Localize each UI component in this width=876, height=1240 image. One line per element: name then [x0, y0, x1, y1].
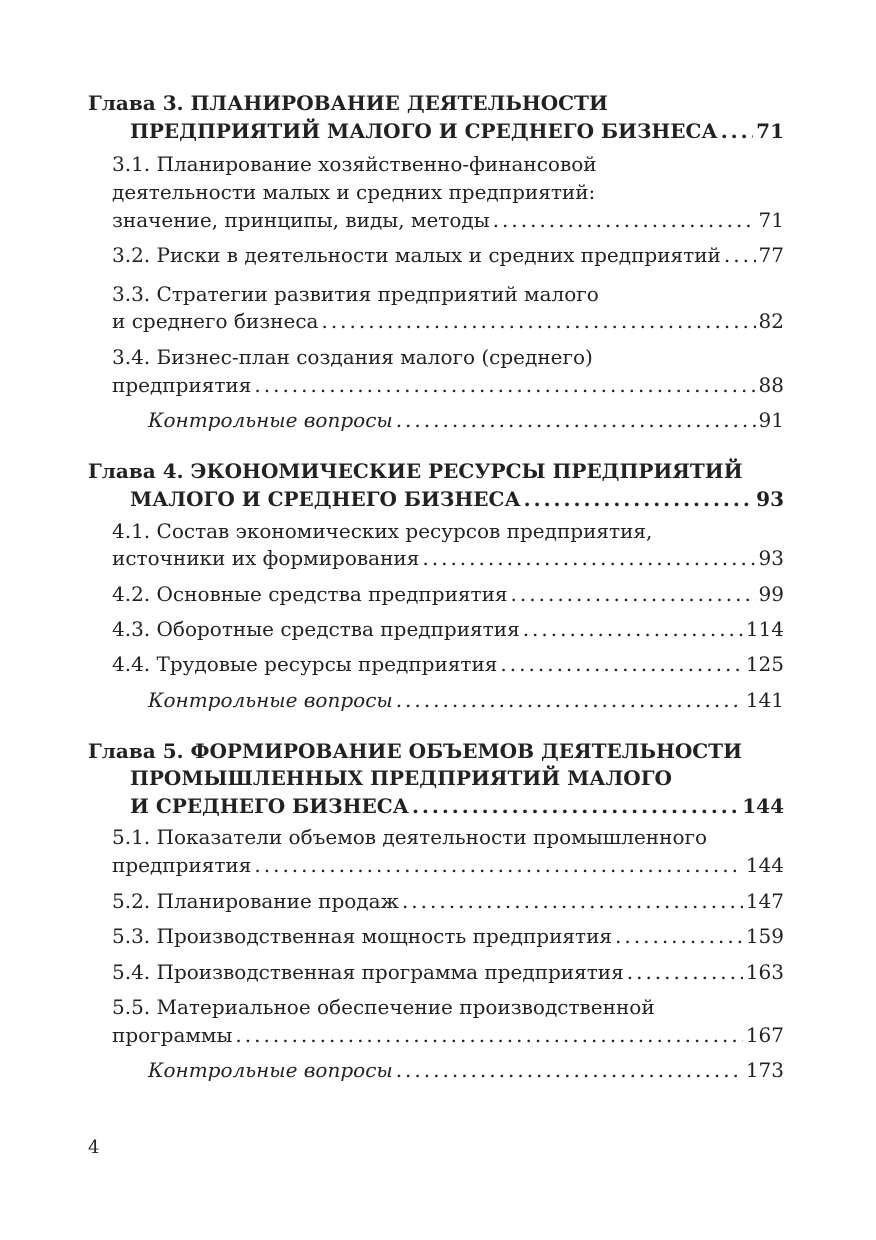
dot-leader: [511, 582, 756, 606]
dot-leader: [412, 794, 739, 818]
chapter-5-heading-line-2: ПРОМЫШЛЕННЫХ ПРЕДПРИЯТИЙ МАЛОГО: [130, 766, 672, 790]
section-5-5-line-1: 5.5. Материальное обеспечение производственной: [112, 995, 655, 1019]
dot-leader: [721, 119, 753, 143]
section-4-3-title: 4.3. Оборотные средства предприятия: [112, 617, 520, 641]
chapter-4-questions-label: Контрольные вопросы: [148, 688, 393, 712]
section-3-4-entry[interactable]: [112, 373, 784, 397]
section-4-4-entry[interactable]: [112, 652, 784, 676]
chapter-3-questions-label: Контрольные вопросы: [148, 408, 393, 432]
chapter-4-page: 93: [756, 487, 784, 511]
chapter-3-heading: Глава 3. ПЛАНИРОВАНИЕ ДЕЯТЕЛЬНОСТИ: [88, 91, 608, 115]
chapter-5-title: И СРЕДНЕГО БИЗНЕСА: [130, 794, 409, 818]
section-3-4-title: предприятия: [112, 373, 252, 397]
chapter-5-questions-label: Контрольные вопросы: [148, 1058, 393, 1082]
dot-leader: [396, 688, 743, 712]
section-5-2-entry[interactable]: [112, 889, 784, 913]
section-5-5-page: 167: [745, 1023, 784, 1047]
section-4-1-title: источники их формирования: [112, 546, 420, 570]
dot-leader: [422, 546, 755, 570]
dot-leader: [627, 960, 743, 984]
dot-leader: [402, 889, 743, 913]
dot-leader: [235, 1023, 742, 1047]
section-4-2-title: 4.2. Основные средства предприятия: [112, 582, 508, 606]
section-3-2-page: 77: [758, 243, 784, 267]
section-3-1-page: 71: [758, 208, 784, 232]
chapter-3-questions-page: 91: [758, 408, 784, 432]
section-3-4-page: 88: [758, 373, 784, 397]
dot-leader: [500, 652, 742, 676]
chapter-4-title: МАЛОГО И СРЕДНЕГО БИЗНЕСА: [130, 487, 521, 511]
section-4-3-entry[interactable]: [112, 617, 784, 641]
page-number: 4: [88, 1137, 100, 1158]
section-4-4-page: 125: [745, 652, 784, 676]
section-4-1-entry[interactable]: [112, 546, 784, 570]
dot-leader: [523, 617, 743, 641]
chapter-5-questions-page: 173: [745, 1058, 784, 1082]
section-5-1-entry[interactable]: [112, 853, 784, 877]
chapter-5-title-entry[interactable]: [130, 794, 784, 818]
section-4-1-line-1: 4.1. Состав экономических ресурсов предприятия,: [112, 519, 653, 543]
dot-leader: [254, 373, 755, 397]
section-3-3-line-1: 3.3. Стратегии развития предприятий малого: [112, 282, 599, 306]
section-5-5-title: программы: [112, 1023, 233, 1047]
section-4-1-page: 93: [758, 546, 784, 570]
section-3-1-line-1: 3.1. Планирование хозяйственно-финансовой: [112, 152, 597, 176]
section-3-1-title: значение, принципы, виды, методы: [112, 208, 490, 232]
chapter-4-questions-entry[interactable]: [148, 688, 784, 712]
chapter-3-title-entry[interactable]: [130, 119, 784, 143]
section-3-2-entry[interactable]: [112, 243, 784, 267]
chapter-5-questions-entry[interactable]: [148, 1058, 784, 1082]
dot-leader: [321, 309, 755, 333]
section-4-3-page: 114: [745, 617, 784, 641]
chapter-5-heading: Глава 5. ФОРМИРОВАНИЕ ОБЪЕМОВ ДЕЯТЕЛЬНОСТИ: [88, 739, 742, 763]
chapter-5-page: 144: [742, 794, 784, 818]
section-3-4-line-1: 3.4. Бизнес-план создания малого (среднего): [112, 345, 593, 369]
section-5-1-title: предприятия: [112, 853, 252, 877]
dot-leader: [396, 408, 756, 432]
section-3-3-page: 82: [758, 309, 784, 333]
section-5-1-page: 144: [745, 853, 784, 877]
chapter-4-questions-page: 141: [745, 688, 784, 712]
section-5-1-line-1: 5.1. Показатели объемов деятельности промышленного: [112, 825, 707, 849]
section-3-1-entry[interactable]: [112, 208, 784, 232]
section-5-2-title: 5.2. Планирование продаж: [112, 889, 399, 913]
section-3-3-entry[interactable]: [112, 309, 784, 333]
section-3-3-title: и среднего бизнеса: [112, 309, 319, 333]
dot-leader: [524, 487, 753, 511]
chapter-4-title-entry[interactable]: [130, 487, 784, 511]
dot-leader: [396, 1058, 743, 1082]
section-3-2-title: 3.2. Риски в деятельности малых и средних предприятий: [112, 243, 721, 267]
section-4-4-title: 4.4. Трудовые ресурсы предприятия: [112, 652, 498, 676]
section-3-1-line-2: деятельности малых и средних предприятий:: [112, 180, 596, 204]
chapter-3-page: 71: [756, 119, 784, 143]
section-5-4-page: 163: [745, 960, 784, 984]
chapter-3-title: ПРЕДПРИЯТИЙ МАЛОГО И СРЕДНЕГО БИЗНЕСА: [130, 119, 718, 143]
section-5-3-entry[interactable]: [112, 924, 784, 948]
dot-leader: [254, 853, 742, 877]
section-4-2-page: 99: [758, 582, 784, 606]
dot-leader: [615, 924, 743, 948]
chapter-3-questions-entry[interactable]: [148, 408, 784, 432]
chapter-4-heading: Глава 4. ЭКОНОМИЧЕСКИЕ РЕСУРСЫ ПРЕДПРИЯТИЙ: [88, 459, 743, 483]
section-5-5-entry[interactable]: [112, 1023, 784, 1047]
section-5-3-title: 5.3. Производственная мощность предприятия: [112, 924, 613, 948]
section-5-4-entry[interactable]: [112, 960, 784, 984]
section-5-3-page: 159: [745, 924, 784, 948]
section-4-2-entry[interactable]: [112, 582, 784, 606]
dot-leader: [493, 208, 756, 232]
dot-leader: [724, 243, 756, 267]
section-5-2-page: 147: [745, 889, 784, 913]
section-5-4-title: 5.4. Производственная программа предприятия: [112, 960, 624, 984]
